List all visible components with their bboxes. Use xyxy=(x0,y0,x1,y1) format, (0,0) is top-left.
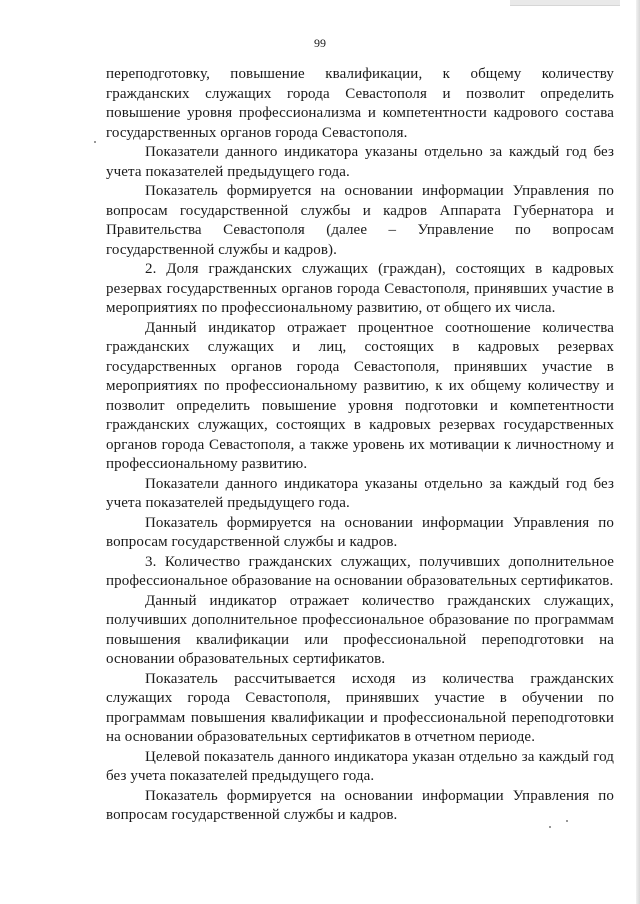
indicator-heading-3: 3. Количество гражданских служащих, получивших дополнительное профессиональное образование на основании образовательных сертификатов. xyxy=(106,553,614,589)
scan-artifact-tab xyxy=(510,0,620,6)
scan-speck xyxy=(94,141,96,143)
paragraph: Показатели данного индикатора указаны отдельно за каждый год без учета показателей предыдущего года. xyxy=(106,475,614,511)
paragraph: Показатель формируется на основании информации Управления по вопросам государственной службы и кадров Аппарата Губернатора и Правительства Севастополя (далее – Управление по вопросам государственной службы и кадров). xyxy=(106,183,614,258)
paragraph: Целевой показатель данного индикатора указан отдельно за каждый год без учета показателей предыдущего года. xyxy=(106,748,614,784)
scan-speck xyxy=(549,826,551,828)
page-number: 99 xyxy=(314,36,326,50)
indicator-heading-2: 2. Доля гражданских служащих (граждан), состоящих в кадровых резервах государственных органов города Севастополя, принявших участие в мероприятиях по профессиональному развитию, от общего их числа. xyxy=(106,261,614,316)
scan-artifact-edge xyxy=(636,0,640,904)
paragraph: Показатели данного индикатора указаны отдельно за каждый год без учета показателей предыдущего года. xyxy=(106,144,614,180)
paragraph: Данный индикатор отражает процентное соотношение количества гражданских служащих и лиц, состоящих в кадровых резервах государственных органов города Севастополя, принявших участие в мероприятиях по профессиональному развитию, к их общему количеству и позволит определить повышение уровня подготовки и компетентности гражданских служащих, состоящих в кадровых резервах государственных органов города Севастополя, а также уровень их мотивации к личностному и профессиональному развитию. xyxy=(106,319,614,472)
paragraph: Данный индикатор отражает количество гражданских служащих, получивших дополнительное профессиональное образование по программам повышения квалификации или профессиональной переподготовки на основании образовательных сертификатов. xyxy=(106,592,614,667)
paragraph: Показатель рассчитывается исходя из количества гражданских служащих города Севастополя, принявших участие в обучении по программам повышения квалификации и профессиональной переподготовки на основании образовательных сертификатов в отчетном периоде. xyxy=(106,670,614,745)
paragraph-continuation: переподготовку, повышение квалификации, к общему количеству гражданских служащих города Севастополя и позволит определить повышение уровня профессионализма и компетентности кадрового состава государственных органов города Севастополя. xyxy=(106,66,614,141)
paragraph: Показатель формируется на основании информации Управления по вопросам государственной службы и кадров. xyxy=(106,514,614,550)
paragraph: Показатель формируется на основании информации Управления по вопросам государственной службы и кадров. xyxy=(106,787,614,823)
document-body xyxy=(106,65,614,826)
